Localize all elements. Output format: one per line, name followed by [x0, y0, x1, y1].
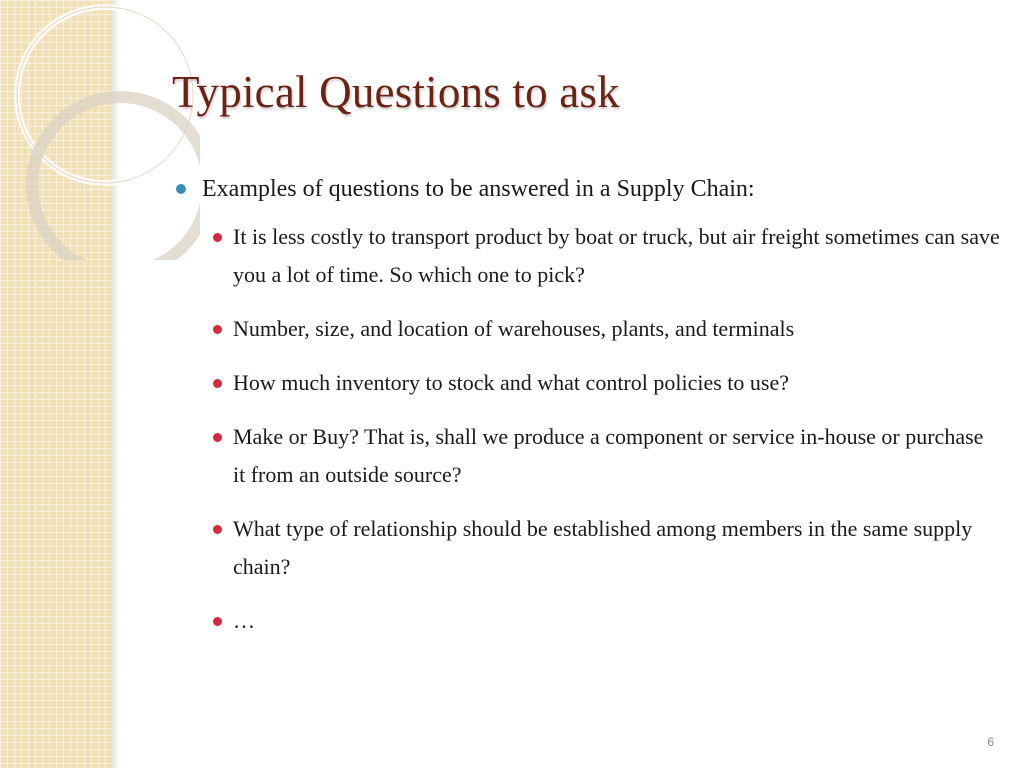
list-item-text: It is less costly to transport product by boat or truck, but air freight sometimes can save you a lot of time. So which one to pick?	[233, 224, 1000, 287]
list-item	[233, 310, 1000, 348]
list-item	[233, 418, 1000, 494]
bullet-dot-icon	[213, 525, 222, 534]
sub-bullet-list	[170, 218, 1000, 640]
list-item-text: …	[233, 608, 255, 633]
bullet-level1	[170, 172, 1000, 206]
list-item	[233, 218, 1000, 294]
list-item-text: Make or Buy? That is, shall we produce a component or service in-house or purchase it from an outside source?	[233, 424, 984, 487]
list-item-text: Number, size, and location of warehouses, plants, and terminals	[233, 316, 795, 341]
list-item-text: What type of relationship should be established among members in the same supply chain?	[233, 516, 973, 579]
bullet-dot-icon	[213, 325, 222, 334]
list-item	[233, 602, 1000, 640]
bullet-dot-icon	[176, 184, 186, 194]
bullet-dot-icon	[213, 433, 222, 442]
bullet-dot-icon	[213, 617, 222, 626]
slide-content	[170, 172, 1000, 656]
list-item	[233, 364, 1000, 402]
bullet-dot-icon	[213, 233, 222, 242]
lead-text: Examples of questions to be answered in a Supply Chain:	[202, 176, 755, 202]
slide-title: Typical Questions to ask	[172, 67, 620, 117]
list-item-text: How much inventory to stock and what control policies to use?	[233, 370, 789, 395]
list-item	[233, 510, 1000, 586]
bullet-dot-icon	[213, 379, 222, 388]
page-number: 6	[987, 735, 994, 749]
